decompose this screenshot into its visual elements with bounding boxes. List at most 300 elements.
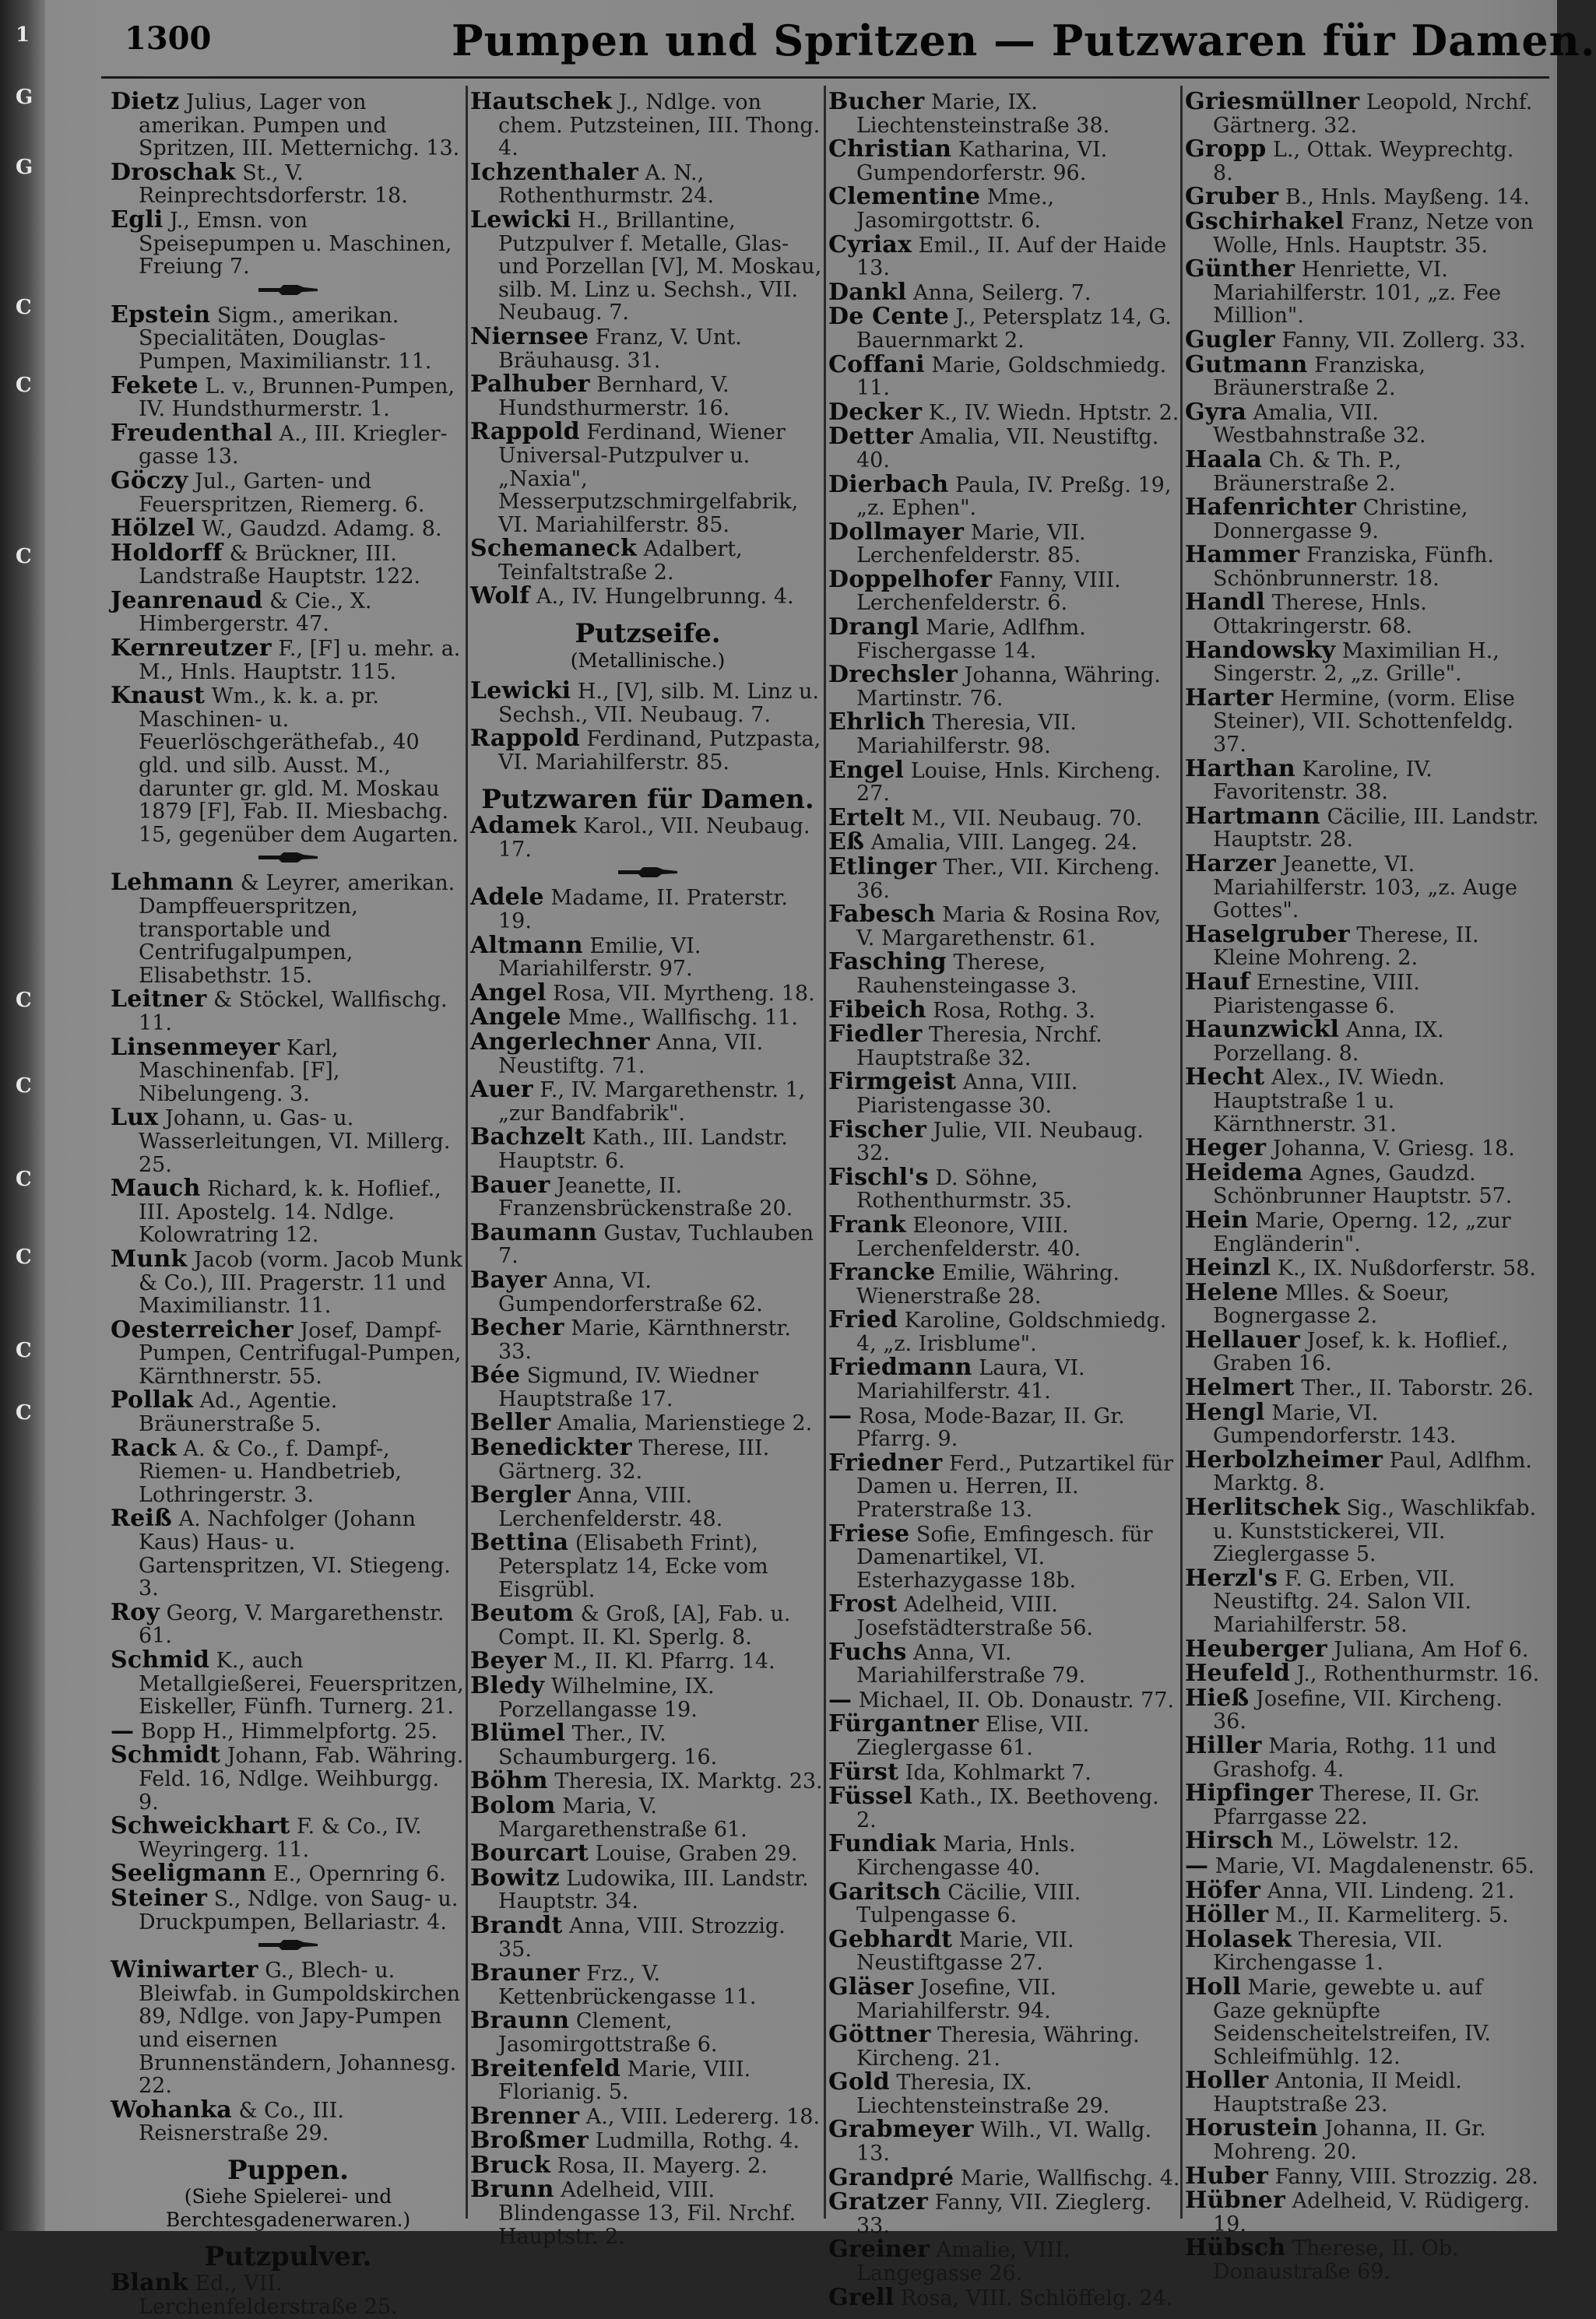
directory-entry — [1185, 1662, 1540, 1686]
entry-list — [111, 300, 466, 847]
entry-name: Fundiak — [828, 1830, 937, 1858]
edge-mark: C — [16, 296, 32, 319]
entry-details: Marie, gewebte u. auf Gaze geknüpfte Seidenscheitelstreifen, IV. Schleifmühlg. 12. — [1213, 1975, 1491, 2069]
entry-name: Doppelhofer — [828, 565, 993, 593]
entry-details: M., II. Kl. Pfarrg. 14. — [553, 1650, 775, 1674]
entry-name: Rappold — [470, 418, 580, 446]
entry-details: & Co., III. Reisnerstraße 29. — [139, 2098, 344, 2146]
entry-name: Fabesch — [828, 901, 936, 929]
entry-details: F. G. Erben, VII. Neustiftg. 24. Salon VII. Mariahilferstr. 58. — [1213, 1566, 1472, 1637]
entry-details: F., IV. Margarethenstr. 1, „zur Bandfabrik". — [498, 1078, 806, 1126]
entry-details: Jeanette, VI. Mariahilferstr. 103, „z. Auge Gottes". — [1213, 852, 1517, 923]
entry-details: Henriette, VI. Mariahilferstr. 101, „z. Fee Million". — [1213, 258, 1502, 329]
directory-entry — [1185, 1782, 1540, 1829]
entry-details: A. N., Rothenthurmstr. 24. — [498, 160, 715, 209]
directory-entry — [828, 1710, 1183, 1760]
directory-entry — [828, 1925, 1183, 1976]
directory-entry — [470, 1839, 825, 1867]
directory-entry — [470, 979, 825, 1007]
entry-name: Baumann — [470, 1218, 597, 1246]
entry-details: Mme., Jasomirgottstr. 6. — [856, 185, 1055, 233]
entry-name: Altmann — [470, 931, 583, 959]
directory-entry — [828, 1638, 1183, 1688]
entry-details: & Brückner, III. Landstraße Hauptstr. 122. — [139, 541, 421, 589]
entry-details: Theresia, Nrchf. Hauptstraße 32. — [856, 1023, 1102, 1070]
entry-name: Mauch — [111, 1175, 201, 1203]
entry-details: Josefine, VII. Kircheng. 36. — [1213, 1686, 1503, 1734]
entry-details: M., II. Karmeliterg. 5. — [1274, 1903, 1509, 1928]
entry-details: Mme., Wallfischg. 11. — [568, 1006, 798, 1031]
entry-details: Ch. & Th. P., Bräunerstraße 2. — [1213, 448, 1401, 496]
entry-details: Theresia, IX. Marktg. 23. — [554, 1769, 823, 1794]
entry-details: Paul, Adlfhm. Marktg. 8. — [1213, 1448, 1533, 1496]
entry-name: Freudenthal — [111, 419, 273, 447]
entry-name: Dankl — [828, 278, 907, 306]
entry-name: Engel — [828, 756, 905, 784]
entry-name: Steiner — [111, 1884, 208, 1912]
entry-details: Julie, VII. Neubaug. 32. — [856, 1118, 1144, 1166]
entry-details: Jeanette, II. Franzensbrückenstraße 20. — [498, 1173, 793, 1221]
entry-details: Emilie, Währing. Wienerstraße 28. — [856, 1261, 1120, 1309]
directory-entry — [470, 420, 825, 536]
entry-details: Amalia, VII. Neustiftg. 40. — [856, 425, 1159, 473]
entry-details: F., [F] u. mehr. a. M., Hnls. Hauptstr. 115. — [139, 637, 461, 684]
entry-details: E., Opernring 6. — [273, 1862, 446, 1887]
entry-details: Wilhelmine, IX. Porzellangasse 19. — [498, 1674, 715, 1722]
entry-name: Auer — [470, 1076, 533, 1104]
entry-details: Rosa, VII. Myrtheng. 18. — [553, 981, 815, 1006]
directory-entry — [111, 419, 466, 469]
directory-entry — [828, 996, 1183, 1024]
entry-name: Harzer — [1185, 850, 1276, 877]
directory-entry — [828, 613, 1183, 663]
directory-entry — [828, 2068, 1183, 2118]
entry-name: Roy — [111, 1598, 160, 1626]
entry-details: Adelheid, VIII. Josefstädterstraße 56. — [856, 1593, 1093, 1640]
entry-name: Fibeich — [828, 996, 926, 1024]
entry-name: Linsenmeyer — [111, 1033, 280, 1061]
entry-name: Firmgeist — [828, 1068, 957, 1096]
entry-name: Heuberger — [1185, 1635, 1327, 1663]
entry-name: Adele — [470, 884, 544, 912]
edge-mark: C — [16, 545, 32, 568]
directory-entry — [470, 1266, 825, 1316]
entry-name: Hein — [1185, 1206, 1249, 1234]
entry-name: Christian — [828, 135, 952, 163]
entry-details: Marie, VI. Gumpendorferstr. 143. — [1213, 1400, 1457, 1449]
page-header — [47, 12, 1596, 75]
entry-name: Egli — [111, 206, 163, 234]
entry-name: Clementine — [828, 183, 981, 211]
entry-details: Mlles. & Soeur, Bognergasse 2. — [1213, 1281, 1450, 1329]
entry-name: Rack — [111, 1434, 177, 1462]
entry-name: Cyriax — [828, 230, 912, 258]
directory-entry — [1185, 135, 1540, 185]
entry-details: Madame, II. Praterstr. 19. — [498, 886, 788, 933]
entry-details: Cäcilie, III. Landstr. Hauptstr. 28. — [1213, 804, 1539, 852]
directory-entry — [111, 871, 466, 987]
entry-details: Richard, k. k. Hoflief., III. Apostelg. 14. Ndlge. Kolowratring 12. — [139, 1177, 441, 1248]
directory-entry — [470, 1003, 825, 1031]
entry-name: Angerlechner — [470, 1028, 650, 1056]
entry-details: & Stöckel, Wallfischg. 11. — [139, 988, 448, 1035]
directory-entry — [1185, 1206, 1540, 1256]
entry-name: Helene — [1185, 1278, 1279, 1306]
entry-name: Gutmann — [1185, 350, 1308, 378]
directory-entry — [470, 886, 825, 933]
entry-details: Marie, Wallfischg. 4. — [960, 2166, 1180, 2191]
directory-entry — [828, 903, 1183, 950]
entry-details: Ernestine, VIII. Piaristengasse 6. — [1213, 970, 1420, 1018]
directory-entry — [828, 803, 1183, 831]
entry-name: Hieß — [1185, 1684, 1250, 1712]
directory-entry — [111, 517, 466, 541]
entry-details: Maria, Rothg. 11 und Grashofg. 4. — [1213, 1734, 1497, 1782]
directory-entry — [1185, 255, 1540, 329]
directory-entry — [111, 1741, 466, 1815]
entry-details: A. & Co., f. Dampf-, Riemen- u. Handbetrieb, Lothringerstr. 3. — [139, 1436, 402, 1507]
entry-details: Johanna, Währing. Martinstr. 76. — [856, 663, 1161, 711]
entry-name: Niernsee — [470, 322, 589, 350]
entry-details: Marie, IX. Liechtensteinstraße 38. — [856, 90, 1110, 138]
directory-entry — [1185, 350, 1540, 401]
directory-entry — [828, 950, 1183, 997]
entry-name: Bayer — [470, 1266, 547, 1294]
directory-entry — [111, 586, 466, 637]
entry-name: Fiedler — [828, 1021, 923, 1049]
entry-details: Alex., IV. Wiedn. Hauptstraße 1 u. Kärnthnerstr. 31. — [1213, 1066, 1445, 1137]
directory-entry — [470, 1647, 825, 1675]
directory-entry — [828, 1306, 1183, 1356]
edge-mark: C — [16, 1246, 32, 1269]
entry-details: Louise, Hnls. Kircheng. 27. — [856, 758, 1161, 806]
entry-name: Harthan — [1185, 754, 1295, 782]
entry-details: Jul., Garten- und Feuerspritzen, Riemerg. 6. — [139, 469, 425, 517]
directory-entry — [1185, 2162, 1540, 2190]
directory-entry — [1185, 496, 1540, 543]
directory-entry — [470, 1123, 825, 1173]
directory-entry — [1185, 591, 1540, 638]
entry-details: G., Blech- u. Bleiwfab. in Gumpoldskirchen 89, Ndlge. von Japy-Pumpen und eisernen Brunnenständern, Johannesg. 22. — [139, 1959, 461, 2099]
directory-entry — [828, 1758, 1183, 1786]
entry-details: Franziska, Bräunerstraße 2. — [1213, 353, 1426, 401]
entry-details: Fanny, VIII. Lerchenfelderstr. 6. — [856, 567, 1121, 616]
directory-entry — [470, 1864, 825, 1914]
entry-name: Hübsch — [1185, 2234, 1286, 2262]
directory-entry — [1185, 1018, 1540, 1065]
entry-name: — — [828, 1401, 852, 1429]
directory-entry — [111, 1884, 466, 1934]
entry-details: A., VIII. Ledererg. 18. — [585, 2104, 821, 2129]
entry-details: Karoline, Goldschmiedg. 4, „z. Irisblume". — [856, 1309, 1167, 1356]
entry-name: Dietz — [111, 88, 180, 115]
entry-details: & Cie., X. Himbergerstr. 47. — [139, 589, 372, 637]
directory-entry — [828, 756, 1183, 806]
directory-entry — [1185, 1278, 1540, 1329]
directory-entry — [111, 684, 466, 846]
directory-entry — [828, 278, 1183, 306]
directory-entry — [470, 1959, 825, 2009]
directory-entry — [828, 1520, 1183, 1593]
entry-details: L., Ottak. Weyprechtg. 8. — [1213, 138, 1514, 185]
entry-details: Anna, Seilerg. 7. — [913, 280, 1092, 305]
directory-entry — [111, 1812, 466, 1862]
entry-name: Hafenrichter — [1185, 494, 1357, 522]
directory-entry — [470, 1411, 825, 1435]
entry-name: Bowitz — [470, 1864, 560, 1892]
directory-entry — [828, 1832, 1183, 1879]
entry-name: Detter — [828, 423, 913, 451]
entry-details: Johann, u. Gas- u. Wasserleitungen, VI. Millerg. 25. — [139, 1106, 451, 1177]
entry-name: Schemaneck — [470, 535, 637, 563]
directory-entry — [470, 1436, 825, 1483]
directory-entry — [1185, 683, 1540, 757]
column-divider — [466, 86, 468, 2219]
entry-name: Haunzwickl — [1185, 1016, 1340, 1044]
entry-name: Pollak — [111, 1386, 193, 1414]
entry-details: L. v., Brunnen-Pumpen, IV. Hundsthurmerstr. 1. — [139, 374, 455, 422]
directory-entry — [470, 158, 825, 209]
entry-name: Frost — [828, 1590, 898, 1618]
entry-list — [828, 90, 1183, 2310]
entry-details: Theresia, IX. Liechtensteinstraße 29. — [856, 2071, 1110, 2118]
entry-name: Brandt — [470, 1911, 563, 1939]
entry-details: Gustav, Tuchlauben 7. — [498, 1221, 814, 1269]
section-title-putzwaren-fuer-damen: Putzwaren für Damen. — [481, 783, 814, 815]
entry-details: Ferd., Putzartikel für Damen u. Herren, II. Praterstraße 13. — [856, 1451, 1174, 1523]
directory-entry — [828, 828, 1183, 856]
directory-entry — [470, 1531, 825, 1601]
entry-details: Amalie, VIII. Langegasse 26. — [856, 2238, 1070, 2286]
directory-entry — [1185, 636, 1540, 687]
entry-name: Handowsky — [1185, 636, 1336, 664]
directory-entry — [828, 1210, 1183, 1261]
entry-details: Bernhard, V. Hundsthurmerstr. 16. — [498, 373, 730, 420]
entry-name: Knaust — [111, 682, 206, 710]
directory-entry — [828, 1070, 1183, 1117]
directory-entry — [828, 90, 1183, 137]
directory-entry — [1185, 1973, 1540, 2069]
entry-name: Friese — [828, 1520, 910, 1548]
entry-details: (Elisabeth Frint), Petersplatz 14, Ecke vom Eisgrübl. — [498, 1531, 768, 1602]
directory-entry — [1185, 445, 1540, 496]
entry-name: Schweickhart — [111, 1812, 290, 1840]
entry-name: Hautschek — [470, 88, 613, 115]
entry-name: Göttner — [828, 2021, 931, 2049]
column-1 — [111, 88, 466, 2319]
directory-entry — [111, 1177, 466, 1247]
entry-name: Holasek — [1185, 1925, 1292, 1953]
entry-name: Drangl — [828, 613, 919, 641]
entry-details: Hermine, (vorm. Elise Steiner), VII. Schottenfeldg. 37. — [1213, 686, 1515, 757]
directory-entry — [111, 1106, 466, 1176]
directory-entry — [111, 1716, 466, 1745]
directory-entry — [828, 1116, 1183, 1166]
directory-entry — [470, 206, 825, 325]
entry-name: Gläser — [828, 1973, 914, 2001]
entry-name: Ertelt — [828, 803, 905, 831]
directory-entry — [470, 2151, 825, 2179]
entry-details: Rosa, VIII. Schlöffelg. 24. — [900, 2286, 1173, 2310]
entry-name: Beutom — [470, 1600, 575, 1628]
entry-details: Anna, VI. Gumpendorferstraße 62. — [498, 1268, 763, 1316]
entry-details: Josefine, VII. Mariahilferstr. 94. — [856, 1975, 1056, 2023]
directory-entry — [1185, 207, 1540, 258]
entry-details: Ludmilla, Rothg. 4. — [595, 2129, 800, 2154]
entry-details: Sig., Waschlikfab. u. Kunststickerei, VII. Zieglergasse 5. — [1213, 1496, 1537, 1567]
entry-name: Hammer — [1185, 541, 1300, 569]
directory-entry — [828, 2118, 1183, 2165]
entry-name: Fried — [828, 1306, 898, 1334]
entry-name: De Cente — [828, 303, 949, 331]
directory-entry — [470, 1028, 825, 1078]
directory-entry — [828, 663, 1183, 710]
entry-name: Gratzer — [828, 2188, 929, 2216]
entry-details: Josef, Dampf-Pumpen, Centrifugal-Pumpen, Kärnthnerstr. 55. — [139, 1318, 462, 1389]
directory-entry — [1185, 2189, 1540, 2236]
entry-name: Hartmann — [1185, 802, 1320, 830]
entry-name: Herzl's — [1185, 1564, 1278, 1592]
entry-name: Coffani — [828, 350, 925, 378]
entry-details: Theresia, VII. Mariahilferstr. 98. — [856, 711, 1077, 759]
entry-details: Rosa, Rothg. 3. — [933, 998, 1095, 1023]
entry-name: Blank — [111, 2269, 188, 2297]
entry-details: Marie, VI. Magdalenenstr. 65. — [1215, 1853, 1535, 1878]
directory-entry — [828, 350, 1183, 401]
section-title-puppen: Puppen. — [227, 2154, 350, 2186]
entry-details: Anna, VIII. Lerchenfelderstr. 48. — [498, 1484, 723, 1531]
entry-name: Gold — [828, 2068, 890, 2096]
directory-entry — [470, 1674, 825, 1721]
entry-details: H., Brillantine, Putzpulver f. Metalle, Glas- und Porzellan [V], M. Moskau, silb. M. Linz u. Sechsh., VII. Neubaug. 7. — [498, 208, 822, 325]
entry-details: A. Nachfolger (Johann Kaus) Haus- u. Gartenspritzen, VI. Stiegeng. 3. — [139, 1507, 451, 1601]
entry-name: Bledy — [470, 1672, 545, 1699]
entry-name: Höller — [1185, 1901, 1269, 1929]
entry-name: Adamek — [470, 812, 577, 840]
directory-entry — [1185, 325, 1540, 353]
directory-entry — [828, 1449, 1183, 1523]
entry-name: Grabmeyer — [828, 2116, 974, 2144]
directory-entry — [828, 853, 1183, 903]
entry-details: Anna, IX. Porzellang. 8. — [1213, 1018, 1444, 1066]
directory-entry — [828, 1973, 1183, 2023]
entry-name: Haselgruber — [1185, 920, 1350, 948]
directory-entry — [470, 814, 825, 861]
directory-entry — [828, 1356, 1183, 1403]
entry-name: Friedner — [828, 1449, 943, 1477]
entry-name: Lehmann — [111, 869, 234, 897]
directory-entry — [470, 1769, 825, 1794]
directory-entry — [111, 1386, 466, 1437]
entry-details: Adalbert, Teinfaltstraße 2. — [498, 537, 743, 585]
entry-details: Antonia, II Meidl. Hauptstraße 23. — [1213, 2069, 1462, 2117]
directory-entry — [1185, 1158, 1540, 1209]
directory-entry — [1185, 1446, 1540, 1496]
entry-name: Schmid — [111, 1646, 210, 1674]
entry-list — [111, 1956, 466, 2146]
entry-details: Fanny, VII. Zollerg. 33. — [1281, 328, 1526, 353]
entry-name: Jeanrenaud — [111, 586, 263, 614]
entry-name: Fischl's — [828, 1163, 929, 1191]
directory-entry — [1185, 1876, 1540, 1904]
directory-entry — [828, 2023, 1183, 2070]
entry-name: Oesterreicher — [111, 1316, 294, 1344]
entry-details: Kath., IX. Beethoveng. 2. — [856, 1785, 1159, 1832]
entry-details: Wm., k. k. a. pr. Maschinen- u. Feuerlöschgeräthefab., 40 gld. und silb. Ausst. M., darunter gr. gld. M. Moskau 1879 [F], Fab. II. Miesbachg. 15, gegenüber dem Augarten. — [139, 684, 459, 847]
entry-details: & Groß, [A], Fab. u. Compt. II. Kl. Sperlg. 8. — [498, 1602, 791, 1650]
entry-details: F. & Co., IV. Weyringerg. 11. — [139, 1815, 422, 1862]
entry-name: Huber — [1185, 2162, 1269, 2190]
entry-name: Gyra — [1185, 398, 1247, 426]
page-number: 1300 — [125, 20, 212, 57]
entry-name: Lux — [111, 1104, 159, 1132]
entry-name: Breitenfeld — [470, 2054, 620, 2082]
entry-name: Wolf — [470, 582, 530, 610]
directory-entry — [1185, 2236, 1540, 2283]
entry-name: Griesmüllner — [1185, 88, 1360, 115]
directory-entry — [111, 634, 466, 684]
entry-name: Brenner — [470, 2102, 580, 2130]
entry-details: S., Ndlge. von Saug- u. Druckpumpen, Bellariastr. 4. — [139, 1886, 459, 1934]
entry-details: Ferdinand, Putzpasta, VI. Mariahilferstr. 85. — [498, 727, 821, 775]
entry-name: Bachzelt — [470, 1123, 585, 1151]
directory-entry — [1185, 543, 1540, 590]
entry-details: Georg, V. Margarethenstr. 61. — [139, 1600, 445, 1649]
entry-details: B., Hnls. Mayßeng. 14. — [1285, 185, 1530, 210]
directory-entry — [828, 2163, 1183, 2191]
entry-name: Gebhardt — [828, 1925, 953, 1953]
directory-entry — [1185, 1635, 1540, 1663]
directory-entry — [1185, 1063, 1540, 1137]
edge-mark: C — [16, 1339, 32, 1362]
entry-list — [111, 2269, 466, 2319]
directory-entry — [1185, 1564, 1540, 1637]
entry-name: Becher — [470, 1314, 564, 1342]
entry-name: Hölzel — [111, 515, 195, 543]
entry-details: Ther., II. Taborstr. 26. — [1301, 1376, 1534, 1401]
directory-entry — [470, 1911, 825, 1962]
pointing-hand-icon — [111, 282, 466, 299]
entry-details: Marie, Goldschmiedg. 11. — [856, 353, 1167, 401]
entry-details: Theresia, Währing. Kircheng. 21. — [856, 2023, 1140, 2071]
entry-list — [470, 886, 825, 2248]
entry-details: Johann, Fab. Währing. Feld. 16, Ndlge. Weihburgg. 9. — [139, 1744, 464, 1815]
entry-details: Jacob (vorm. Jacob Munk & Co.), III. Pragerstr. 11 und Maximilianstr. 11. — [139, 1247, 462, 1319]
edge-mark: C — [16, 989, 32, 1012]
directory-entry — [111, 466, 466, 517]
directory-entry — [828, 230, 1183, 281]
directory-entry — [828, 2188, 1183, 2238]
entry-details: Emilie, VI. Mariahilferstr. 97. — [498, 933, 701, 982]
directory-entry — [1185, 1851, 1540, 1879]
entry-details: K., auch Metallgießerei, Feuerspritzen, Eiskeller, Fünfh. Turnerg. 21. — [139, 1649, 464, 1720]
entry-details: Anna, VII. Neustiftg. 71. — [498, 1030, 764, 1078]
directory-entry — [1185, 1925, 1540, 1976]
directory-entry — [1185, 2069, 1540, 2116]
directory-entry — [111, 2096, 466, 2146]
edge-mark: C — [16, 1168, 32, 1191]
entry-list — [111, 90, 466, 279]
entry-name: Hübner — [1185, 2187, 1286, 2215]
entry-details: Ed., VII. Lerchenfelderstraße 25. — [139, 2272, 398, 2319]
entry-details: Ther., VII. Kircheng. 36. — [856, 856, 1160, 903]
entry-name: Epstein — [111, 300, 211, 329]
entry-name: Gugler — [1185, 325, 1275, 353]
directory-entry — [828, 1590, 1183, 1640]
directory-entry — [470, 1364, 825, 1411]
directory-entry — [828, 1878, 1183, 1928]
entry-name: — — [828, 1685, 852, 1713]
